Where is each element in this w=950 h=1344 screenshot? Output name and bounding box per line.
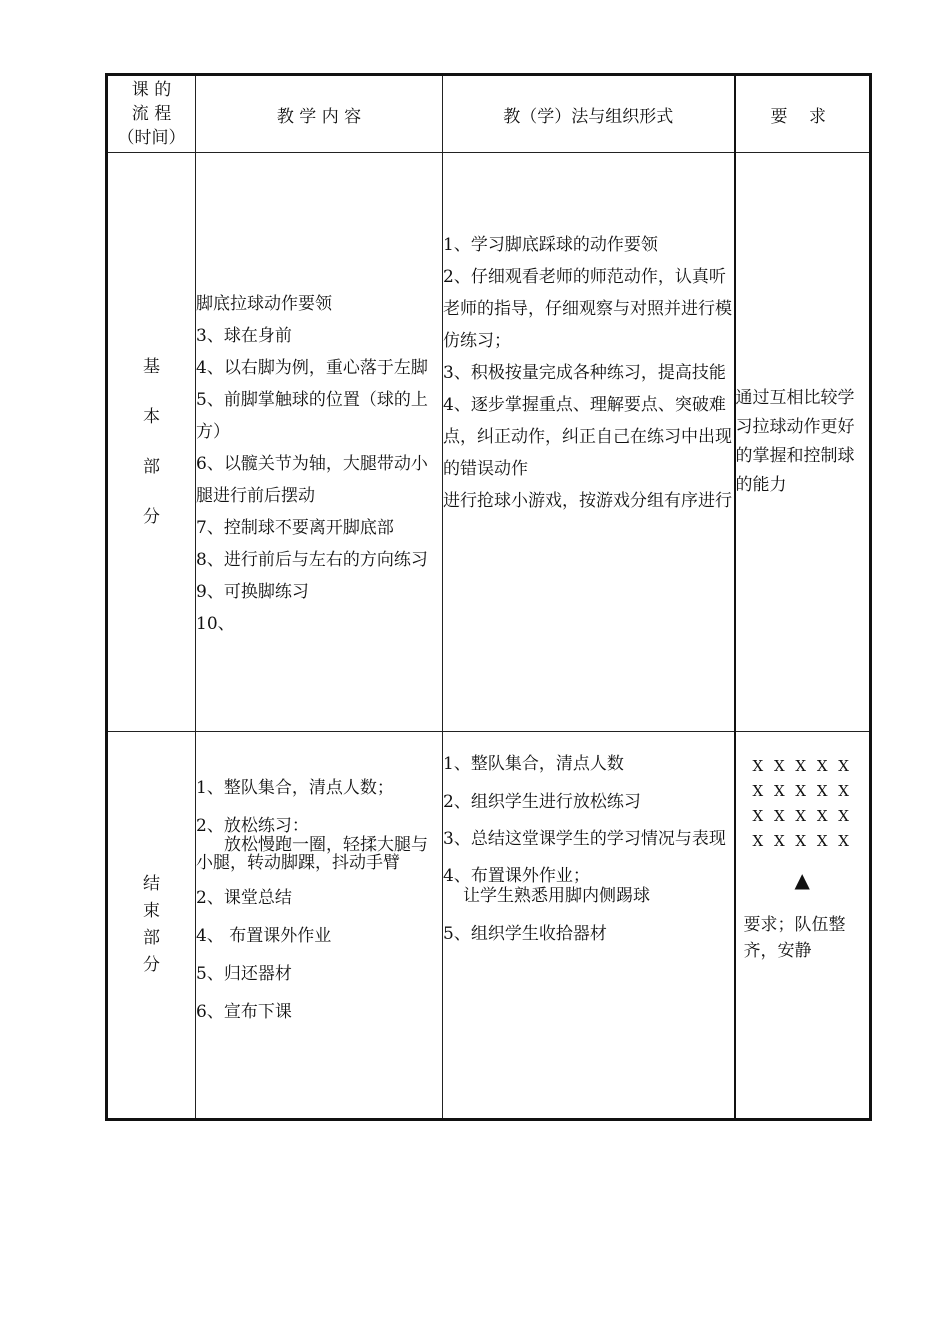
closing-content-item: 1、整队集合，清点人数；: [196, 778, 394, 798]
basic-content-item: 3、球在身前: [196, 326, 292, 346]
basic-stage-char-4: 分: [143, 507, 160, 527]
header-content-label: 教 学 内 容: [276, 106, 362, 127]
closing-method-item: 3、总结这堂课学生的学习情况与表现: [443, 829, 726, 849]
basic-stage-char-2: 本: [143, 407, 160, 427]
basic-stage-cell: [107, 153, 196, 732]
closing-stage-char-4: 分: [143, 955, 160, 975]
closing-requirement-text: 要求；队伍整齐，安静: [743, 915, 846, 961]
closing-method-cell: [443, 732, 735, 1120]
header-requirement-label: 要 求: [770, 106, 834, 127]
basic-content-item: 10、: [196, 614, 235, 634]
closing-method-subitem: 让学生熟悉用脚内侧踢球: [463, 886, 650, 906]
header-row: [107, 75, 871, 153]
basic-method-item: 3、积极按量完成各种练习，提高技能: [443, 363, 726, 383]
closing-stage-char-1: 结: [143, 874, 160, 894]
formation-row: X X X X X: [752, 782, 852, 800]
closing-section-row: [107, 732, 871, 1120]
closing-content-item: 2、课堂总结: [196, 888, 292, 908]
basic-requirement-cell: [735, 153, 871, 732]
closing-content-item: 4、 布置课外作业: [196, 926, 332, 946]
header-method-cell: [443, 75, 735, 153]
header-requirement-cell: [735, 75, 871, 153]
basic-method-item: 2、仔细观看老师的师范动作，认真听老师的指导，仔细观察与对照并进行模仿练习；: [443, 267, 732, 351]
closing-stage-char-2: 束: [143, 901, 160, 921]
basic-method-item: 4、逐步掌握重点、理解要点、突破难点，纠正动作，纠正自己在练习中出现的错误动作: [443, 395, 732, 479]
closing-method-item: 4、布置课外作业；: [443, 866, 590, 886]
closing-stage-char-3: 部: [143, 928, 160, 948]
basic-content-item: 5、前脚掌触球的位置（球的上方）: [196, 390, 428, 442]
basic-method-item: 1、学习脚底踩球的动作要领: [443, 235, 658, 255]
basic-section-row: [107, 153, 871, 732]
closing-content-subitem: 放松慢跑一圈，轻揉大腿与小腿，转动脚踝，抖动手臂: [196, 835, 428, 873]
closing-content-item: 5、归还器材: [196, 964, 292, 984]
closing-method-item: 5、组织学生收拾器材: [443, 924, 607, 944]
basic-stage-char-3: 部: [143, 457, 160, 477]
basic-content-item: 脚底拉球动作要领: [196, 294, 332, 314]
closing-content-cell: [196, 732, 443, 1120]
header-flow-line-3: （时间）: [117, 128, 186, 148]
basic-stage-char-1: 基: [143, 357, 160, 377]
closing-content-item: 6、宣布下课: [196, 1002, 292, 1022]
formation-row: X X X X X: [752, 807, 852, 825]
closing-stage-cell: [107, 732, 196, 1120]
basic-method-cell: [443, 153, 735, 732]
header-flow-line-2: 流 程: [131, 104, 172, 124]
closing-method-item: 1、整队集合，清点人数: [443, 754, 624, 774]
basic-content-item: 9、可换脚练习: [196, 582, 309, 602]
basic-content-cell: [196, 153, 443, 732]
header-method-label: 教（学）法与组织形式: [503, 106, 674, 127]
closing-content-item: 2、放松练习：: [196, 816, 309, 836]
header-flow-cell: [107, 75, 196, 153]
basic-requirement-text: 通过互相比较学习拉球动作更好的掌握和控制球的能力: [735, 388, 855, 495]
formation-row: X X X X X: [752, 832, 852, 850]
formation-grid: [736, 754, 870, 854]
formation-row: X X X X X: [752, 757, 852, 775]
lesson-plan-table: [105, 73, 872, 1121]
header-flow-line-1: 课 的: [131, 80, 172, 100]
basic-content-item: 4、以右脚为例，重心落于左脚: [196, 358, 428, 378]
teacher-triangle-icon: ▲: [794, 868, 810, 892]
header-content-cell: [196, 75, 443, 153]
closing-requirement-cell: [735, 732, 871, 1120]
basic-content-item: 6、以髋关节为轴，大腿带动小腿进行前后摆动: [196, 454, 428, 506]
closing-method-item: 2、组织学生进行放松练习: [443, 792, 641, 812]
basic-content-item: 7、控制球不要离开脚底部: [196, 518, 394, 538]
basic-content-item: 8、进行前后与左右的方向练习: [196, 550, 428, 570]
basic-method-item: 进行抢球小游戏，按游戏分组有序进行: [443, 491, 732, 511]
